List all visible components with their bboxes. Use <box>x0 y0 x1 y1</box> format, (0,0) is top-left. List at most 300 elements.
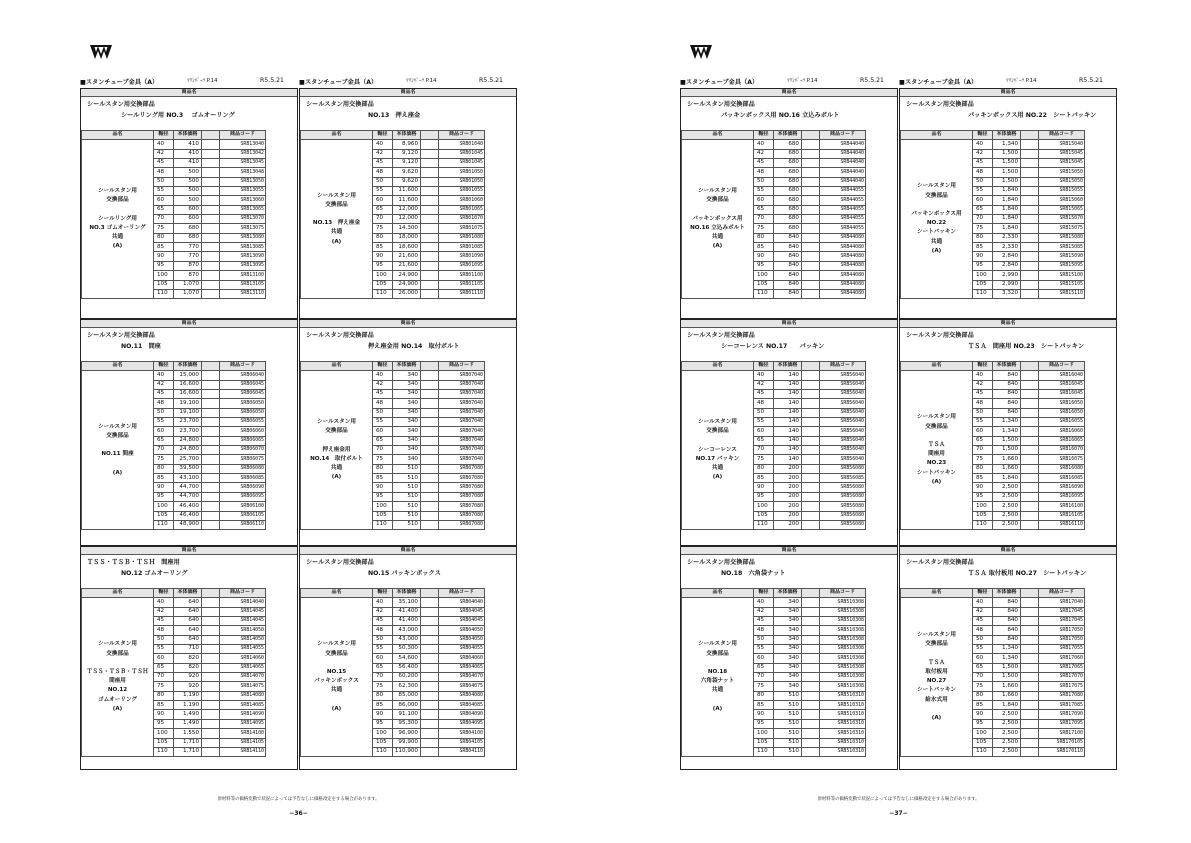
blank-cell <box>202 271 220 280</box>
product-name-line <box>303 659 371 668</box>
shaft-size: 80 <box>154 464 174 473</box>
blank-cell <box>802 168 820 177</box>
company-logo-icon <box>89 44 113 60</box>
unit-price: 95,300 <box>393 719 421 728</box>
product-name-line: NO.27 <box>926 678 947 685</box>
unit-price: 62,300 <box>393 682 421 691</box>
product-code: SRB56040 <box>820 418 866 427</box>
shaft-size: 70 <box>154 215 174 224</box>
product-code: SRB06045 <box>220 380 266 389</box>
blank-cell <box>202 738 220 747</box>
page-header <box>680 77 898 87</box>
shaft-size: 80 <box>973 691 993 700</box>
blank-cell <box>1021 243 1039 252</box>
product-name-line: NO.15 <box>326 669 347 676</box>
shaft-size: 50 <box>154 177 174 186</box>
blank-cell <box>802 464 820 473</box>
shaft-size: 40 <box>973 598 993 607</box>
product-code: SRB16065 <box>1039 436 1085 445</box>
header-reference: ﾏﾘﾝﾊﾟｰﾂ P.14 <box>1006 78 1037 84</box>
header-blank <box>421 362 439 371</box>
product-section <box>299 546 517 770</box>
product-code: SRB44040 <box>820 168 866 177</box>
shaft-size: 105 <box>154 280 174 289</box>
shaft-size: 50 <box>973 177 993 186</box>
blank-cell <box>1021 252 1039 261</box>
product-name-line: NO.18 <box>707 669 728 676</box>
shaft-size: 110 <box>754 289 774 298</box>
shaft-size: 60 <box>154 654 174 663</box>
unit-price: 1,500 <box>993 446 1021 455</box>
product-code: SRB04050 <box>439 635 485 644</box>
product-code: SRB17050 <box>1039 626 1085 635</box>
shaft-size: 55 <box>973 645 993 654</box>
blank-cell <box>421 663 439 672</box>
table-row <box>301 140 485 149</box>
unit-price: 200 <box>774 474 802 483</box>
shaft-size: 60 <box>373 196 393 205</box>
unit-price: 46,400 <box>174 511 202 520</box>
unit-price: 340 <box>774 617 802 626</box>
product-code: SRB56040 <box>820 446 866 455</box>
blank-cell <box>1021 663 1039 672</box>
product-code: SRB01045 <box>439 149 485 158</box>
unit-price: 1,660 <box>993 691 1021 700</box>
blank-cell <box>202 243 220 252</box>
product-name-line: (A) <box>712 705 723 712</box>
unit-price: 340 <box>393 455 421 464</box>
blank-cell <box>802 701 820 710</box>
product-name-line <box>84 659 152 668</box>
shaft-size: 75 <box>154 224 174 233</box>
blank-cell <box>1021 483 1039 492</box>
shaft-size: 90 <box>754 483 774 492</box>
unit-price: 1,500 <box>993 168 1021 177</box>
product-code: SRB56080 <box>820 520 866 529</box>
header-name: 品名 <box>901 362 973 371</box>
header-blank <box>202 362 220 371</box>
header-size: 軸径 <box>754 362 774 371</box>
unit-price: 510 <box>393 502 421 511</box>
unit-price: 21,600 <box>393 252 421 261</box>
blank-cell <box>1021 691 1039 700</box>
unit-price: 500 <box>174 196 202 205</box>
shaft-size: 50 <box>973 635 993 644</box>
section-label: 商品名 <box>81 320 297 328</box>
section-title: シールスタン用交換部品 <box>87 332 155 339</box>
header-code: 商品コード <box>1039 362 1085 371</box>
unit-price: 340 <box>774 654 802 663</box>
shaft-size: 100 <box>154 271 174 280</box>
product-code: SRB13080 <box>220 233 266 242</box>
blank-cell <box>202 252 220 261</box>
shaft-size: 48 <box>373 399 393 408</box>
shaft-size: 95 <box>973 261 993 270</box>
product-section <box>899 546 1117 770</box>
unit-price: 680 <box>774 140 802 149</box>
product-name-line: シートパッキン <box>917 687 956 694</box>
shaft-size: 100 <box>973 502 993 511</box>
shaft-size: 65 <box>373 436 393 445</box>
blank-cell <box>1021 436 1039 445</box>
unit-price: 680 <box>774 177 802 186</box>
blank-cell <box>802 280 820 289</box>
unit-price: 500 <box>174 187 202 196</box>
blank-cell <box>1021 464 1039 473</box>
product-code: SRB14050 <box>220 626 266 635</box>
unit-price: 680 <box>774 187 802 196</box>
product-name-cell <box>301 598 373 757</box>
shaft-size: 45 <box>373 617 393 626</box>
blank-cell <box>421 280 439 289</box>
blank-cell <box>1021 140 1039 149</box>
header-price: 本体価格 <box>993 131 1021 140</box>
blank-cell <box>802 371 820 380</box>
product-name-line: 共通 <box>711 465 724 472</box>
product-code: SRB01055 <box>439 187 485 196</box>
shaft-size: 40 <box>973 140 993 149</box>
product-code: SRB44055 <box>820 215 866 224</box>
shaft-size: 110 <box>373 289 393 298</box>
unit-price: 200 <box>774 520 802 529</box>
shaft-size: 85 <box>973 474 993 483</box>
product-code: SRB06040 <box>220 371 266 380</box>
shaft-size: 110 <box>373 747 393 756</box>
table-row <box>682 140 866 149</box>
unit-price: 3,320 <box>993 289 1021 298</box>
product-code: SRB15045 <box>1039 159 1085 168</box>
blank-cell <box>202 215 220 224</box>
unit-price: 200 <box>774 502 802 511</box>
blank-cell <box>421 691 439 700</box>
unit-price: 500 <box>174 177 202 186</box>
table-header-row <box>301 589 485 598</box>
shaft-size: 65 <box>154 663 174 672</box>
product-name-line: シールスタン用 <box>698 419 737 426</box>
product-code: SRB44080 <box>820 280 866 289</box>
header-price: 本体価格 <box>174 362 202 371</box>
blank-cell <box>802 233 820 242</box>
product-code: SRB07080 <box>439 492 485 501</box>
shaft-size: 75 <box>154 455 174 464</box>
blank-cell <box>1021 196 1039 205</box>
blank-cell <box>202 261 220 270</box>
unit-price: 840 <box>993 408 1021 417</box>
product-code: SRB510308 <box>820 663 866 672</box>
unit-price: 44,700 <box>174 483 202 492</box>
header-name: 品名 <box>82 589 154 598</box>
blank-cell <box>421 427 439 436</box>
section-label: 商品名 <box>681 320 897 328</box>
shaft-size: 45 <box>973 390 993 399</box>
product-code: SRB01095 <box>439 261 485 270</box>
header-code: 商品コード <box>220 362 266 371</box>
unit-price: 410 <box>174 140 202 149</box>
shaft-size: 100 <box>754 271 774 280</box>
shaft-size: 85 <box>973 243 993 252</box>
table-row <box>682 371 866 380</box>
section-label: 商品名 <box>300 547 516 555</box>
header-size: 軸径 <box>373 589 393 598</box>
product-code: SRB16070 <box>1039 446 1085 455</box>
product-code: SRB44055 <box>820 196 866 205</box>
product-name-line <box>903 650 971 659</box>
blank-cell <box>1021 215 1039 224</box>
blank-cell <box>421 233 439 242</box>
blank-cell <box>202 747 220 756</box>
product-code: SRB15050 <box>1039 177 1085 186</box>
unit-price: 510 <box>393 520 421 529</box>
unit-price: 41,400 <box>393 607 421 616</box>
shaft-size: 45 <box>973 159 993 168</box>
shaft-size: 65 <box>754 205 774 214</box>
table-header-row <box>901 589 1085 598</box>
shaft-size: 75 <box>754 682 774 691</box>
shaft-size: 42 <box>754 380 774 389</box>
shaft-size: 55 <box>373 418 393 427</box>
product-name-line: NO.22 <box>926 220 947 227</box>
shaft-size: 48 <box>754 626 774 635</box>
product-code: SRB04055 <box>439 645 485 654</box>
product-code: SRB44055 <box>820 205 866 214</box>
shaft-size: 100 <box>373 729 393 738</box>
product-name-line <box>303 696 371 705</box>
blank-cell <box>202 654 220 663</box>
product-section <box>680 546 898 770</box>
shaft-size: 110 <box>154 747 174 756</box>
shaft-size: 48 <box>754 399 774 408</box>
blank-cell <box>421 738 439 747</box>
product-name-line: 共通 <box>111 234 124 241</box>
blank-cell <box>202 598 220 607</box>
unit-price: 2,330 <box>993 233 1021 242</box>
unit-price: 640 <box>174 598 202 607</box>
blank-cell <box>802 635 820 644</box>
shaft-size: 60 <box>154 196 174 205</box>
header-size: 軸径 <box>973 362 993 371</box>
section-label: 商品名 <box>681 89 897 97</box>
shaft-size: 85 <box>373 701 393 710</box>
unit-price: 26,000 <box>393 289 421 298</box>
blank-cell <box>202 196 220 205</box>
unit-price: 510 <box>774 747 802 756</box>
header-name: 品名 <box>901 589 973 598</box>
header-code: 商品コード <box>220 131 266 140</box>
product-name-line: 交換部品 <box>325 428 348 435</box>
product-name-line: (A) <box>931 478 942 485</box>
product-name-line: (A) <box>331 238 342 245</box>
blank-cell <box>202 502 220 511</box>
shaft-size: 48 <box>754 168 774 177</box>
blank-cell <box>202 729 220 738</box>
unit-price: 23,700 <box>174 418 202 427</box>
header-price: 本体価格 <box>393 131 421 140</box>
product-code: SRB44080 <box>820 289 866 298</box>
blank-cell <box>802 511 820 520</box>
price-table <box>900 361 1085 530</box>
shaft-size: 60 <box>373 654 393 663</box>
shaft-size: 60 <box>754 427 774 436</box>
product-code: SRB510310 <box>820 719 866 728</box>
shaft-size: 95 <box>154 261 174 270</box>
product-code: SRB15110 <box>1039 289 1085 298</box>
product-code: SRB14065 <box>220 663 266 672</box>
unit-price: 8,960 <box>393 140 421 149</box>
unit-price: 60,200 <box>393 673 421 682</box>
blank-cell <box>802 149 820 158</box>
product-code: SRB14095 <box>220 719 266 728</box>
unit-price: 680 <box>774 168 802 177</box>
product-name-line: 給水式用 <box>925 696 948 703</box>
blank-cell <box>802 492 820 501</box>
unit-price: 840 <box>774 271 802 280</box>
shaft-size: 50 <box>373 408 393 417</box>
unit-price: 1,500 <box>993 159 1021 168</box>
product-name-line: 押え座金用 <box>322 446 351 453</box>
unit-price: 1,070 <box>174 289 202 298</box>
blank-cell <box>421 252 439 261</box>
shaft-size: 85 <box>154 701 174 710</box>
unit-price: 680 <box>774 159 802 168</box>
blank-cell <box>202 280 220 289</box>
unit-price: 24,800 <box>174 436 202 445</box>
product-code: SRB15070 <box>1039 215 1085 224</box>
catalog-page-37 <box>680 0 1120 843</box>
blank-cell <box>421 390 439 399</box>
section-title: ＴＳＳ・ＴＳＢ・ＴＳＨ 間座用 <box>87 559 180 566</box>
shaft-size: 45 <box>154 617 174 626</box>
product-code: SRB17045 <box>1039 607 1085 616</box>
shaft-size: 70 <box>154 673 174 682</box>
header-blank <box>1021 362 1039 371</box>
price-table <box>681 130 866 299</box>
shaft-size: 105 <box>754 511 774 520</box>
product-code: SRB01080 <box>439 233 485 242</box>
product-name-line <box>684 205 752 214</box>
product-name-line <box>84 441 152 450</box>
header-name: 品名 <box>301 589 373 598</box>
shaft-size: 42 <box>973 149 993 158</box>
shaft-size: 80 <box>154 691 174 700</box>
blank-cell <box>202 645 220 654</box>
blank-cell <box>1021 390 1039 399</box>
table-row <box>901 371 1085 380</box>
header-size: 軸径 <box>973 589 993 598</box>
blank-cell <box>1021 738 1039 747</box>
section-label: 商品名 <box>300 320 516 328</box>
shaft-size: 55 <box>154 645 174 654</box>
product-name-cell <box>901 598 973 757</box>
shaft-size: 60 <box>973 427 993 436</box>
product-code: SRB16095 <box>1039 492 1085 501</box>
blank-cell <box>202 187 220 196</box>
header-date: R5.5.21 <box>860 77 884 84</box>
shaft-size: 70 <box>754 673 774 682</box>
blank-cell <box>421 511 439 520</box>
blank-cell <box>1021 149 1039 158</box>
product-code: SRB510308 <box>820 673 866 682</box>
blank-cell <box>202 492 220 501</box>
shaft-size: 110 <box>754 520 774 529</box>
shaft-size: 45 <box>973 617 993 626</box>
shaft-size: 85 <box>373 243 393 252</box>
product-code: SRB07040 <box>439 380 485 389</box>
product-code: SRB56040 <box>820 380 866 389</box>
unit-price: 410 <box>174 159 202 168</box>
unit-price: 340 <box>774 663 802 672</box>
unit-price: 510 <box>393 511 421 520</box>
product-name-line: シールスタン用 <box>98 641 137 648</box>
product-code: SRB44055 <box>820 187 866 196</box>
blank-cell <box>421 719 439 728</box>
unit-price: 1,340 <box>993 427 1021 436</box>
product-code: SRB44080 <box>820 271 866 280</box>
shaft-size: 75 <box>973 455 993 464</box>
blank-cell <box>421 645 439 654</box>
product-name-line: 交換部品 <box>925 641 948 648</box>
header-name: 品名 <box>682 589 754 598</box>
blank-cell <box>202 408 220 417</box>
blank-cell <box>421 607 439 616</box>
shaft-size: 40 <box>754 371 774 380</box>
unit-price: 2,500 <box>993 719 1021 728</box>
product-section <box>80 88 298 319</box>
header-reference: ﾏﾘﾝﾊﾟｰﾂ P.14 <box>187 78 218 84</box>
unit-price: 140 <box>774 455 802 464</box>
shaft-size: 55 <box>754 645 774 654</box>
table-row <box>82 140 266 149</box>
unit-price: 340 <box>393 408 421 417</box>
section-title: シールスタン用交換部品 <box>87 101 155 108</box>
product-name-line: 交換部品 <box>325 201 348 208</box>
blank-cell <box>421 617 439 626</box>
blank-cell <box>802 483 820 492</box>
product-name-line: (A) <box>331 705 342 712</box>
blank-cell <box>802 455 820 464</box>
shaft-size: 45 <box>373 159 393 168</box>
unit-price: 510 <box>393 483 421 492</box>
blank-cell <box>802 710 820 719</box>
section-label: 商品名 <box>81 547 297 555</box>
blank-cell <box>802 408 820 417</box>
product-code: SRB17080 <box>1039 691 1085 700</box>
product-code: SRB07040 <box>439 446 485 455</box>
section-label: 商品名 <box>300 89 516 97</box>
shaft-size: 90 <box>973 252 993 261</box>
product-name-line: シールスタン用 <box>317 641 356 648</box>
unit-price: 680 <box>774 215 802 224</box>
product-code: SRB15075 <box>1039 224 1085 233</box>
product-code: SRB06065 <box>220 436 266 445</box>
header-title: ■スタンチューブ金具（A） <box>80 79 159 86</box>
product-code: SRB04080 <box>439 691 485 700</box>
product-name-line: (A) <box>931 247 942 254</box>
unit-price: 600 <box>174 215 202 224</box>
unit-price: 1,710 <box>174 747 202 756</box>
blank-cell <box>421 710 439 719</box>
product-section <box>680 319 898 546</box>
product-code: SRB06070 <box>220 446 266 455</box>
header-name: 品名 <box>82 131 154 140</box>
shaft-size: 90 <box>973 710 993 719</box>
shaft-size: 42 <box>154 607 174 616</box>
header-price: 本体価格 <box>774 589 802 598</box>
blank-cell <box>802 673 820 682</box>
product-code: SRB07040 <box>439 418 485 427</box>
product-code: SRB04095 <box>439 719 485 728</box>
unit-price: 340 <box>774 682 802 691</box>
product-code: SRB56080 <box>820 511 866 520</box>
